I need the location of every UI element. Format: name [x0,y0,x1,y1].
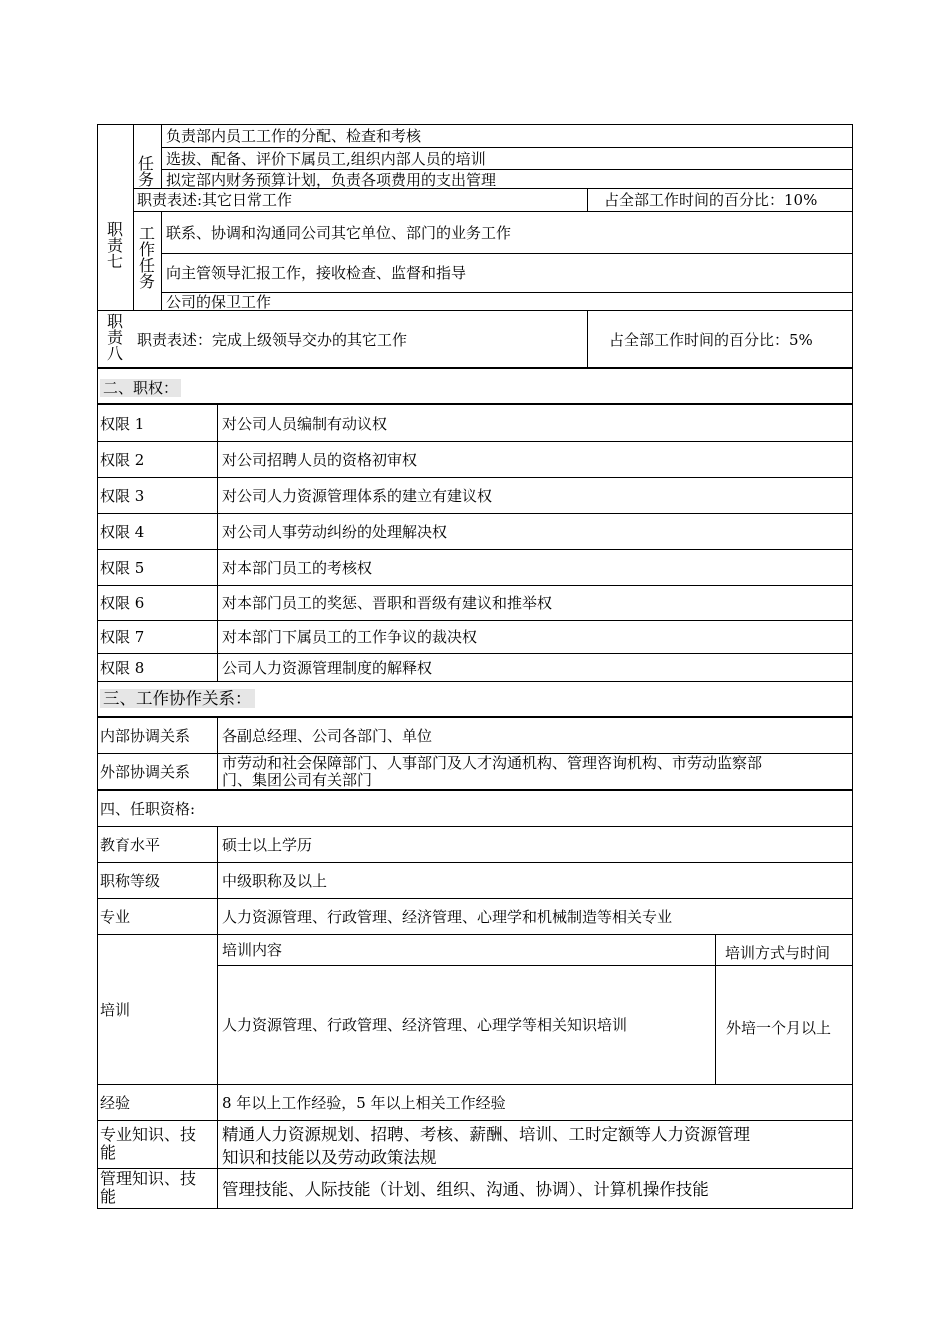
work-task-label: 工作任务 [138,224,155,291]
section-divider [97,403,853,405]
row-divider [97,862,853,863]
section-header-cooperation: 三、工作协作关系： [100,688,255,710]
task-label: 任务 [137,154,154,189]
row-divider [97,585,853,586]
education-value: 硕士以上学历 [222,836,313,854]
duty8-percent: 占全部工作时间的百分比：5% [609,331,813,349]
authority-value: 公司人力资源管理制度的解释权 [222,659,433,677]
authority-label: 权限 4 [100,523,145,541]
external-coordination-value-line1: 市劳动和社会保障部门、人事部门及人才沟通机构、管理咨询机构、市劳动监察部 [222,754,763,772]
authority-value: 对公司人事劳动纠纷的处理解决权 [222,523,448,541]
section-divider [97,789,853,791]
column-divider [133,124,134,311]
row-divider [133,211,853,212]
column-divider [715,934,716,1084]
authority-label: 权限 1 [100,415,145,433]
row-divider [97,1120,853,1121]
education-label: 教育水平 [100,836,161,854]
authority-value: 对本部门员工的奖惩、晋职和晋级有建议和推举权 [222,594,553,612]
column-divider [217,826,218,1209]
experience-value: 8 年以上工作经验，5 年以上相关工作经验 [222,1094,506,1112]
task-item: 负责部内员工工作的分配、检查和考核 [166,127,422,145]
row-divider [97,477,853,478]
column-divider [161,211,162,311]
row-divider [97,826,853,827]
table-bottom-border [97,1208,853,1209]
row-divider [217,965,853,966]
pro-skill-label-line1: 专业知识、技 [100,1125,197,1144]
duty7-description: 职责表述:其它日常工作 [137,191,293,209]
row-divider [161,253,853,254]
training-content-header: 培训内容 [222,941,283,959]
authority-label: 权限 8 [100,659,145,677]
row-divider [97,1084,853,1085]
row-divider [97,620,853,621]
training-method: 外培一个月以上 [726,1019,832,1037]
column-divider [587,188,588,212]
task-item: 公司的保卫工作 [166,293,272,311]
authority-value: 对本部门员工的考核权 [222,559,373,577]
row-divider [97,898,853,899]
pro-skill-value-line1: 精通人力资源规划、招聘、考核、薪酬、培训、工时定额等人力资源管理 [222,1125,750,1144]
row-divider [97,513,853,514]
row-divider [97,681,853,682]
row-divider [97,653,853,654]
mgmt-skill-label-line1: 管理知识、技 [100,1169,197,1188]
authority-label: 权限 2 [100,451,145,469]
duty7-percent: 占全部工作时间的百分比：10% [604,191,818,209]
training-label: 培训 [100,1001,131,1019]
table-top-border [97,124,853,125]
row-divider [97,549,853,550]
authority-value: 对本部门下属员工的工作争议的裁决权 [222,628,478,646]
duty8-label: 职责八 [106,312,123,363]
section-header-authority: 二、职权： [100,379,181,397]
section-divider [97,367,853,369]
pro-skill-label-line2: 能 [100,1143,117,1162]
authority-label: 权限 7 [100,628,145,646]
task-item: 向主管领导汇报工作，接收检查、监督和指导 [166,264,467,282]
authority-value: 对公司人力资源管理体系的建立有建议权 [222,487,493,505]
title-level-value: 中级职称及以上 [222,872,328,890]
authority-label: 权限 6 [100,594,145,612]
major-label: 专业 [100,908,131,926]
column-divider [217,404,218,682]
duty7-label: 职责七 [106,220,123,271]
column-divider [161,124,162,188]
table-right-border [852,124,853,1209]
authority-label: 权限 5 [100,559,145,577]
training-method-header: 培训方式与时间 [725,944,831,962]
experience-label: 经验 [100,1094,131,1112]
task-item: 联系、协调和沟通同公司其它单位、部门的业务工作 [166,224,512,242]
pro-skill-value-line2: 知识和技能以及劳动政策法规 [222,1148,437,1167]
authority-label: 权限 3 [100,487,145,505]
row-divider [97,1168,853,1169]
table-left-border [97,124,98,1209]
internal-coordination-value: 各副总经理、公司各部门、单位 [222,727,433,745]
row-divider [161,169,853,170]
row-divider [97,934,853,935]
internal-coordination-label: 内部协调关系 [100,727,191,745]
authority-value: 对公司人员编制有动议权 [222,415,388,433]
task-item: 选拔、配备、评价下属员工,组织内部人员的培训 [166,150,486,168]
mgmt-skill-value: 管理技能、人际技能（计划、组织、沟通、协调）、计算机操作技能 [222,1180,709,1199]
task-item: 拟定部内财务预算计划，负责各项费用的支出管理 [166,171,497,189]
column-divider [587,310,588,368]
row-divider [97,441,853,442]
training-content: 人力资源管理、行政管理、经济管理、心理学等相关知识培训 [222,1016,628,1034]
duty8-description: 职责表述：完成上级领导交办的其它工作 [137,331,408,349]
authority-value: 对公司招聘人员的资格初审权 [222,451,418,469]
section-divider [97,716,853,718]
external-coordination-value-line2: 门、集团公司有关部门 [222,771,373,789]
section-header-qualification: 四、任职资格: [100,800,196,818]
row-divider [161,147,853,148]
title-level-label: 职称等级 [100,872,161,890]
external-coordination-label: 外部协调关系 [100,763,191,781]
major-value: 人力资源管理、行政管理、经济管理、心理学和机械制造等相关专业 [222,908,673,926]
mgmt-skill-label-line2: 能 [100,1187,117,1206]
